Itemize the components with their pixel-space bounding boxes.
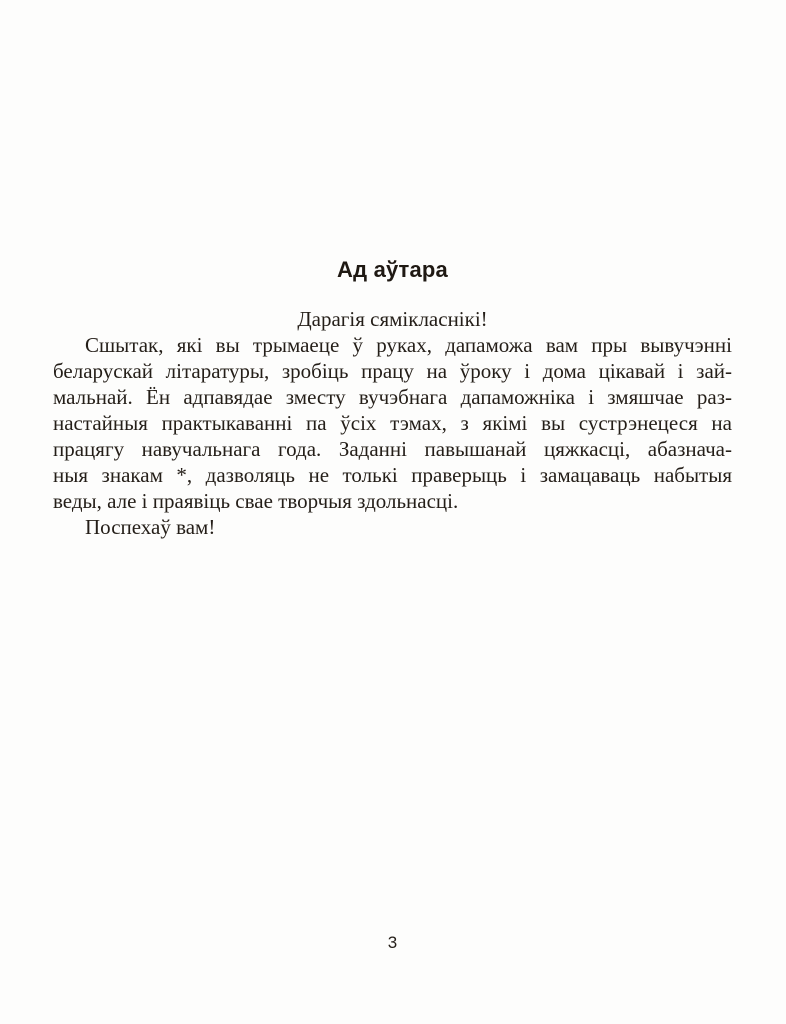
text-block xyxy=(53,258,732,540)
page-heading: Ад аўтара xyxy=(337,257,448,282)
page-number: 3 xyxy=(387,933,398,952)
body-line: беларускай літаратуры, зробіць працу на ўроку і дома цікавай і зай- xyxy=(53,359,732,383)
closing-line: Поспехаў вам! xyxy=(85,515,216,539)
body-line: веды, але і праявіць свае творчыя здольнасці. xyxy=(53,489,459,513)
salutation-line: Дарагія сямікласнікі! xyxy=(297,307,488,331)
body-line: настайныя практыкаванні па ўсіх тэмах, з якімі вы сустрэнецеся на xyxy=(53,411,732,435)
body-line: працягу навучальнага года. Заданні павышанай цяжкасці, абазнача- xyxy=(53,437,732,461)
body-line: Сшытак, які вы трымаеце ў руках, дапаможа вам пры вывучэнні xyxy=(85,333,732,357)
body-line: ныя знакам *, дазволяць не толькі праверыць і замацаваць набытыя xyxy=(53,463,732,487)
body-line: мальнай. Ён адпавядае зместу вучэбнага дапаможніка і змяшчае раз- xyxy=(53,385,732,409)
